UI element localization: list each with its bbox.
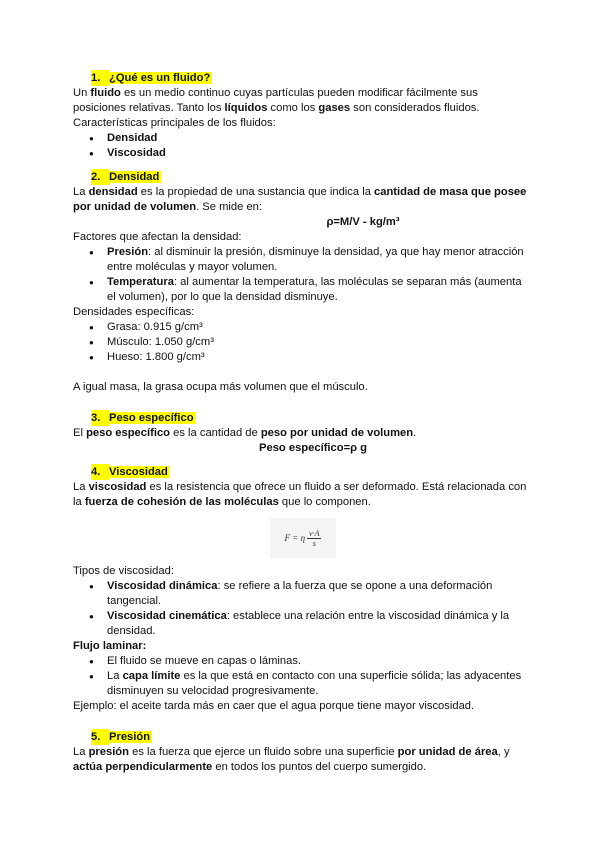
section-title: Viscosidad (109, 466, 168, 478)
section-heading-2 (73, 169, 533, 185)
paragraph: Ejemplo: el aceite tarda más en caer que el agua porque tiene mayor viscosidad. (73, 700, 475, 712)
paragraph: Factores que afectan la densidad: (73, 231, 242, 243)
formula-image: F = η $\frac{v\cdot A}{s}$ (270, 518, 336, 558)
list-item: ● La capa límite es la que está en contacto con una superficie sólida; las adyacentes disminuyen su velocidad progresivamente. (73, 669, 533, 699)
list-item: ● Grasa: 0.915 g/cm³ (73, 320, 533, 335)
section-heading-5 (73, 729, 533, 745)
section-number: 1. (91, 70, 109, 86)
bullet-list (73, 579, 533, 639)
paragraph: La presión es la fuerza que ejerce un fluido sobre una superficie por unidad de área, y actúa perpendicularmente en todos los puntos del cuerpo sumergido. (73, 746, 510, 773)
paragraph: Un fluido es un medio continuo cuyas partículas pueden modificar fácilmente sus posiciones relativas. Tanto los líquidos como los gases son considerados fluidos. (73, 87, 480, 114)
paragraph: Tipos de viscosidad: (73, 565, 174, 577)
list-item: ● Densidad (73, 131, 533, 146)
section-title: ¿Qué es un fluido? (109, 72, 211, 84)
list-item: ● Viscosidad dinámica: se refiere a la fuerza que se opone a una deformación tangencial. (73, 579, 533, 609)
paragraph: El peso específico es la cantidad de peso por unidad de volumen. (73, 427, 417, 439)
paragraph: La densidad es la propiedad de una sustancia que indica la cantidad de masa que posee por unidad de volumen. Se mide en: (73, 186, 527, 213)
section-number: 4. (91, 464, 109, 480)
section-number: 5. (91, 729, 109, 745)
list-item: ● El fluido se mueve en capas o láminas. (73, 654, 533, 669)
section-title: Peso específico (109, 412, 194, 424)
paragraph: Características principales de los fluidos: (73, 117, 276, 129)
paragraph: A igual masa, la grasa ocupa más volumen que el músculo. (73, 381, 368, 393)
paragraph: Densidades específicas: (73, 306, 195, 318)
section-title: Presión (109, 731, 151, 743)
paragraph: La viscosidad es la resistencia que ofrece un fluido a ser deformado. Está relacionada con la fuerza de cohesión de las moléculas que lo componen. (73, 481, 527, 508)
specific-weight-formula: Peso específico=ρ g (259, 442, 367, 454)
viscosity-formula (73, 518, 533, 558)
list-item: ● Músculo: 1.050 g/cm³ (73, 335, 533, 350)
section-title: Densidad (109, 171, 160, 183)
section-heading-3 (73, 410, 533, 426)
section-heading-1 (73, 70, 533, 86)
list-item: ● Viscosidad (73, 146, 533, 161)
bullet-list (73, 654, 533, 699)
bullet-list (73, 131, 533, 161)
document-page (73, 70, 533, 775)
list-item: ● Presión: al disminuir la presión, disminuye la densidad, ya que hay menor atracción entre moléculas y mayor volumen. (73, 245, 533, 275)
section-number: 2. (91, 169, 109, 185)
bullet-list (73, 320, 533, 365)
section-number: 3. (91, 410, 109, 426)
list-item: ● Temperatura: al aumentar la temperatura, las moléculas se separan más (aumenta el volumen), por lo que la densidad disminuye. (73, 275, 533, 305)
bullet-list (73, 245, 533, 305)
list-item: ● Viscosidad cinemática: establece una relación entre la viscosidad dinámica y la densidad. (73, 609, 533, 639)
subheading: Flujo laminar: (73, 640, 147, 652)
list-item: ● Hueso: 1.800 g/cm³ (73, 350, 533, 365)
density-formula: ρ=M/V - kg/m³ (326, 216, 400, 228)
section-heading-4 (73, 464, 533, 480)
